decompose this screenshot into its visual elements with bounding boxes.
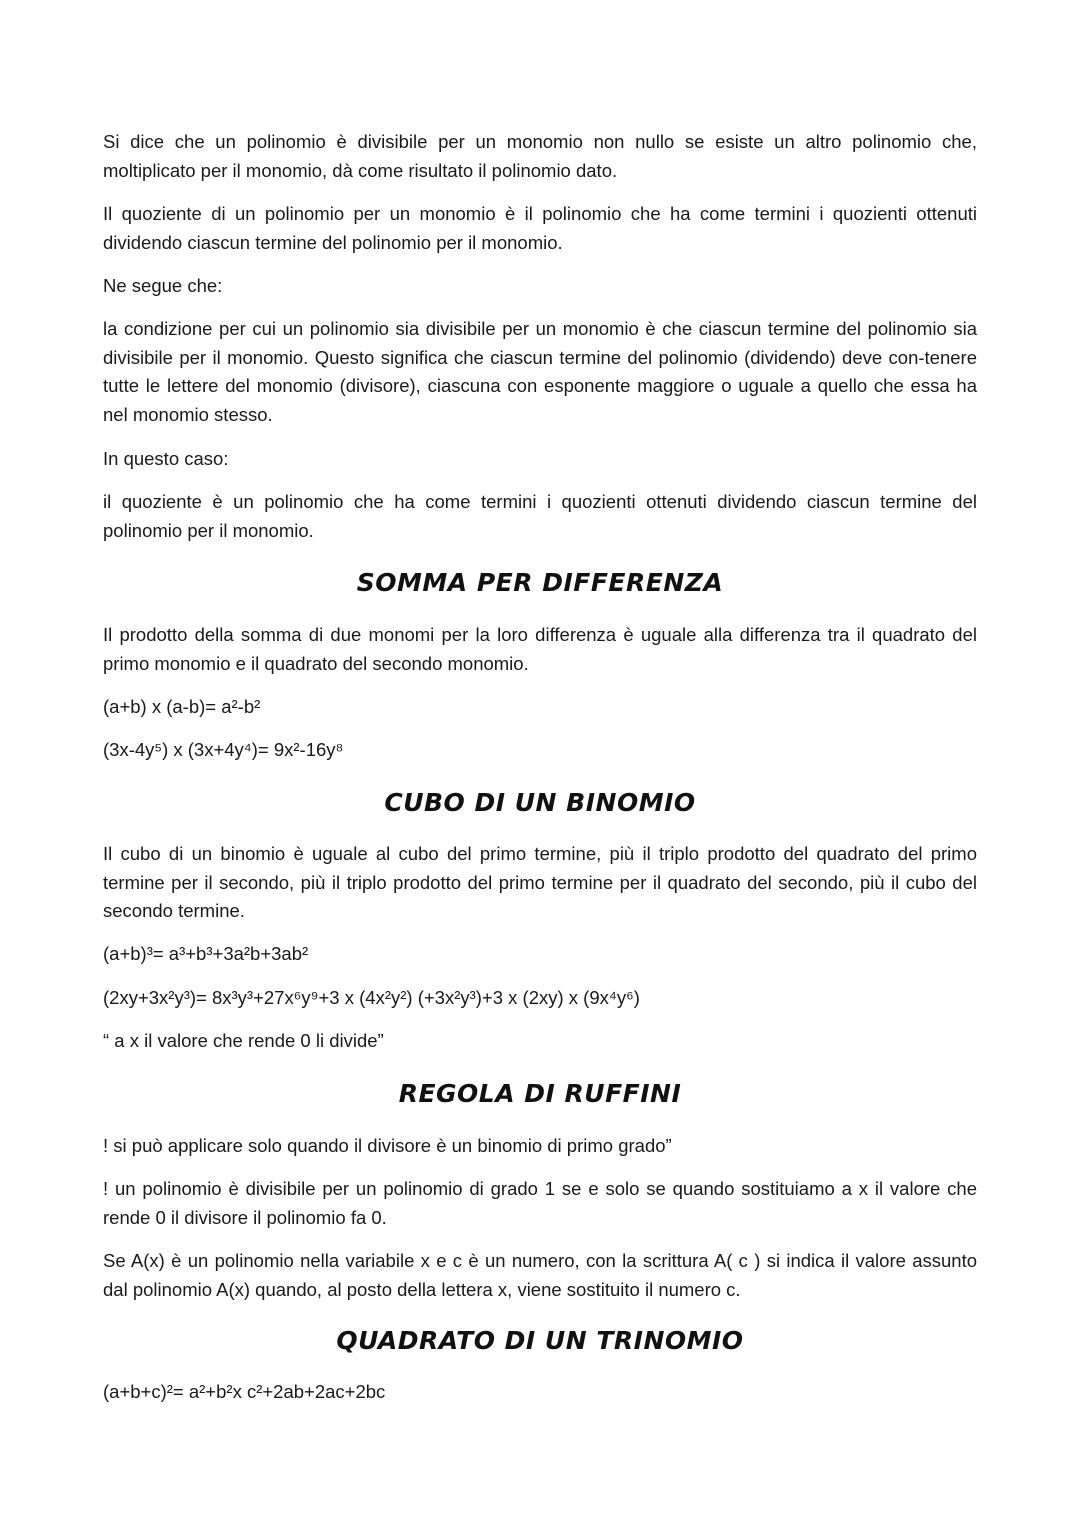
quote-note: “ a x il valore che rende 0 li divide”: [103, 1030, 384, 1051]
paragraph-in-questo-caso: In questo caso:: [103, 448, 229, 469]
formula-trinomio: (a+b+c)²= a²+b²x c²+2ab+2ac+2bc: [103, 1381, 386, 1402]
formula-cubo-1: (a+b)³= a³+b³+3a²b+3ab²: [103, 943, 309, 964]
note-ruffini-2: ! un polinomio è divisibile per un polinomio di grado 1 se e solo se quando sostituiamo a x il valore che rende 0 il divisore il polinomio fa 0.: [103, 1178, 977, 1228]
paragraph-divisibility-definition: Si dice che un polinomio è divisibile per un monomio non nullo se esiste un altro polinomio che, moltiplicato per il monomio, dà come risultato il polinomio dato.: [103, 131, 977, 181]
heading-cubo-di-un-binomio: CUBO DI UN BINOMIO: [384, 788, 696, 817]
note-ruffini-1: ! si può applicare solo quando il divisore è un binomio di primo grado”: [103, 1135, 672, 1156]
heading-regola-di-ruffini: REGOLA DI RUFFINI: [398, 1079, 682, 1108]
heading-somma-per-differenza: SOMMA PER DIFFERENZA: [356, 568, 724, 597]
formula-somma-1: (a+b) x (a-b)= a²-b²: [103, 696, 261, 717]
paragraph-cubo-explanation: Il cubo di un binomio è uguale al cubo del primo termine, più il triplo prodotto del quadrato del primo termine per il secondo, più il triplo prodotto del primo termine per il quadrato del secondo, più il cubo del secondo termine.: [103, 843, 977, 922]
paragraph-quotient-definition: Il quoziente di un polinomio per un monomio è il polinomio che ha come termini i quozienti ottenuti dividendo ciascun termine del polinomio per il monomio.: [103, 203, 977, 253]
paragraph-somma-explanation: Il prodotto della somma di due monomi per la loro differenza è uguale alla differenza tra il quadrato del primo monomio e il quadrato del secondo monomio.: [103, 624, 977, 674]
heading-quadrato-di-un-trinomio: QUADRATO DI UN TRINOMIO: [336, 1326, 744, 1355]
paragraph-quotient-result: il quoziente è un polinomio che ha come termini i quozienti ottenuti dividendo ciascun termine del polinomio per il monomio.: [103, 491, 977, 541]
paragraph-ne-segue: Ne segue che:: [103, 275, 223, 296]
formula-cubo-2: (2xy+3x²y³)= 8x³y³+27x⁶y⁹+3 x (4x²y²) (+3x²y³)+3 x (2xy) x (9x⁴y⁶): [103, 987, 640, 1008]
formula-somma-2: (3x-4y⁵) x (3x+4y⁴)= 9x²-16y⁸: [103, 739, 344, 760]
paragraph-condition: la condizione per cui un polinomio sia divisibile per un monomio è che ciascun termine del polinomio sia divisibile per il monomio. Questo significa che ciascun termine del polinomio (dividendo) deve con-tenere tutte le lettere del monomio (divisore), ciascuna con esponente maggiore o uguale a quello che essa ha nel monomio stesso.: [103, 318, 977, 425]
paragraph-ruffini-explanation: Se A(x) è un polinomio nella variabile x e c è un numero, con la scrittura A( c ) si indica il valore assunto dal polinomio A(x) quando, al posto della lettera x, viene sostituito il numero c.: [103, 1250, 977, 1300]
